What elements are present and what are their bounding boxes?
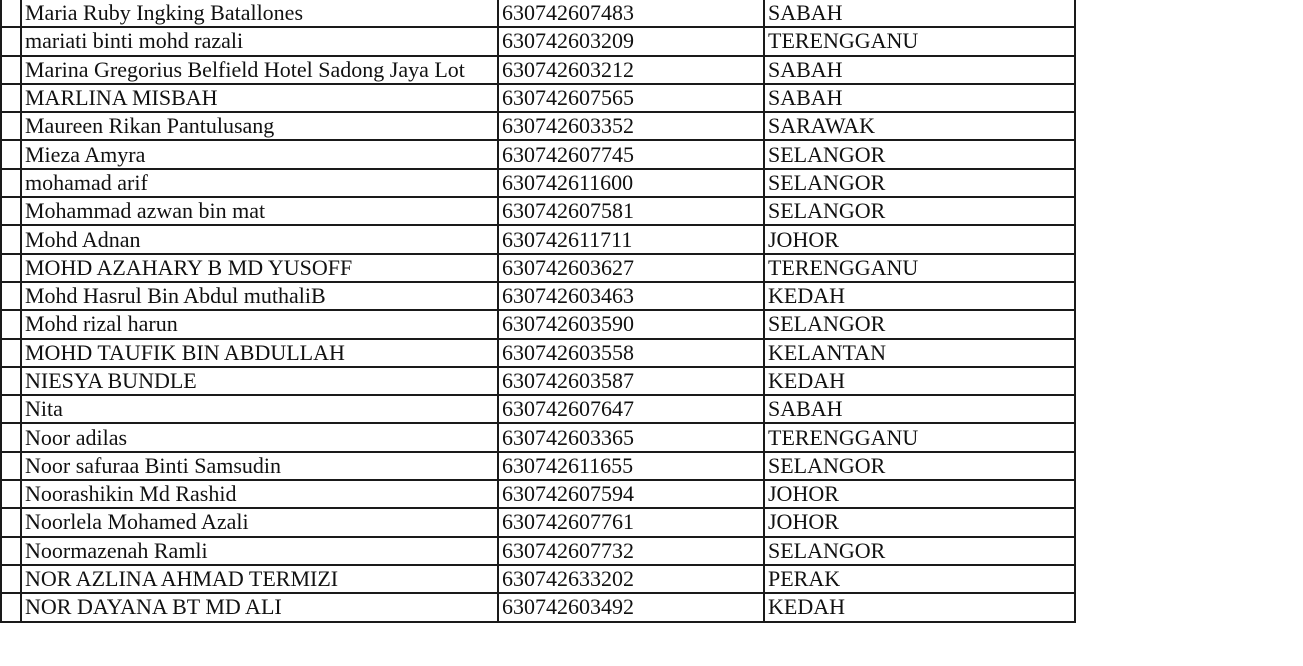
phone-cell: 630742611600 (498, 169, 764, 197)
state-cell: SABAH (764, 395, 1075, 423)
state-cell: SELANGOR (764, 169, 1075, 197)
name-cell: Marina Gregorius Belfield Hotel Sadong Jaya Lot (21, 56, 498, 84)
phone-cell: 630742611655 (498, 452, 764, 480)
phone-cell: 630742603365 (498, 423, 764, 451)
row-margin-cell (1, 395, 21, 423)
table-row (1, 197, 1075, 225)
row-margin-cell (1, 169, 21, 197)
row-margin-cell (1, 339, 21, 367)
phone-cell: 630742603209 (498, 27, 764, 55)
row-margin-cell (1, 367, 21, 395)
name-cell: Mohammad azwan bin mat (21, 197, 498, 225)
name-cell: Mieza Amyra (21, 140, 498, 168)
state-cell: KEDAH (764, 593, 1075, 621)
name-cell: mohamad arif (21, 169, 498, 197)
name-cell: Maria Ruby Ingking Batallones (21, 0, 498, 27)
phone-cell: 630742603212 (498, 56, 764, 84)
phone-cell: 630742607732 (498, 537, 764, 565)
row-margin-cell (1, 254, 21, 282)
state-cell: TERENGGANU (764, 254, 1075, 282)
table-row (1, 310, 1075, 338)
row-margin-cell (1, 508, 21, 536)
phone-cell: 630742607483 (498, 0, 764, 27)
name-cell: Nita (21, 395, 498, 423)
phone-cell: 630742607565 (498, 84, 764, 112)
row-margin-cell (1, 423, 21, 451)
name-cell: NOR AZLINA AHMAD TERMIZI (21, 565, 498, 593)
state-cell: SABAH (764, 0, 1075, 27)
row-margin-cell (1, 197, 21, 225)
phone-cell: 630742603590 (498, 310, 764, 338)
state-cell: SELANGOR (764, 310, 1075, 338)
row-margin-cell (1, 282, 21, 310)
phone-cell: 630742603492 (498, 593, 764, 621)
row-margin-cell (1, 310, 21, 338)
row-margin-cell (1, 480, 21, 508)
table-row (1, 593, 1075, 621)
row-margin-cell (1, 565, 21, 593)
phone-cell: 630742603352 (498, 112, 764, 140)
phone-cell: 630742607647 (498, 395, 764, 423)
table-row (1, 225, 1075, 253)
state-cell: SARAWAK (764, 112, 1075, 140)
name-cell: Mohd Adnan (21, 225, 498, 253)
table-row (1, 508, 1075, 536)
phone-cell: 630742603627 (498, 254, 764, 282)
name-cell: Noor safuraa Binti Samsudin (21, 452, 498, 480)
name-cell: mariati binti mohd razali (21, 27, 498, 55)
table-row (1, 140, 1075, 168)
state-cell: JOHOR (764, 508, 1075, 536)
phone-cell: 630742607581 (498, 197, 764, 225)
row-margin-cell (1, 84, 21, 112)
phone-cell: 630742611711 (498, 225, 764, 253)
state-cell: SABAH (764, 84, 1075, 112)
table-row (1, 480, 1075, 508)
phone-cell: 630742603558 (498, 339, 764, 367)
table-row (1, 0, 1075, 27)
phone-cell: 630742603463 (498, 282, 764, 310)
table-row (1, 452, 1075, 480)
state-cell: TERENGGANU (764, 27, 1075, 55)
table-row (1, 27, 1075, 55)
table-row (1, 367, 1075, 395)
name-cell: NIESYA BUNDLE (21, 367, 498, 395)
name-cell: Noorashikin Md Rashid (21, 480, 498, 508)
table-row (1, 282, 1075, 310)
name-cell: Mohd Hasrul Bin Abdul muthaliB (21, 282, 498, 310)
state-cell: KELANTAN (764, 339, 1075, 367)
table-row (1, 254, 1075, 282)
state-cell: SABAH (764, 56, 1075, 84)
state-cell: SELANGOR (764, 197, 1075, 225)
row-margin-cell (1, 27, 21, 55)
row-margin-cell (1, 225, 21, 253)
table-row (1, 84, 1075, 112)
table-row (1, 56, 1075, 84)
state-cell: PERAK (764, 565, 1075, 593)
phone-cell: 630742607761 (498, 508, 764, 536)
name-cell: NOR DAYANA BT MD ALI (21, 593, 498, 621)
name-cell: Mohd rizal harun (21, 310, 498, 338)
phone-cell: 630742607594 (498, 480, 764, 508)
table-body (1, 0, 1075, 622)
table-row (1, 169, 1075, 197)
table-row (1, 339, 1075, 367)
row-margin-cell (1, 0, 21, 27)
row-margin-cell (1, 56, 21, 84)
table-row (1, 565, 1075, 593)
name-cell: MOHD AZAHARY B MD YUSOFF (21, 254, 498, 282)
row-margin-cell (1, 593, 21, 621)
row-margin-cell (1, 112, 21, 140)
state-cell: JOHOR (764, 480, 1075, 508)
row-margin-cell (1, 537, 21, 565)
state-cell: SELANGOR (764, 537, 1075, 565)
phone-cell: 630742633202 (498, 565, 764, 593)
table-row (1, 537, 1075, 565)
phone-cell: 630742603587 (498, 367, 764, 395)
state-cell: TERENGGANU (764, 423, 1075, 451)
table-row (1, 395, 1075, 423)
row-margin-cell (1, 452, 21, 480)
name-cell: Noorlela Mohamed Azali (21, 508, 498, 536)
name-cell: MOHD TAUFIK BIN ABDULLAH (21, 339, 498, 367)
table-row (1, 423, 1075, 451)
name-cell: MARLINA MISBAH (21, 84, 498, 112)
name-cell: Noor adilas (21, 423, 498, 451)
state-cell: KEDAH (764, 282, 1075, 310)
state-cell: SELANGOR (764, 452, 1075, 480)
name-cell: Maureen Rikan Pantulusang (21, 112, 498, 140)
state-cell: SELANGOR (764, 140, 1075, 168)
state-cell: KEDAH (764, 367, 1075, 395)
row-margin-cell (1, 140, 21, 168)
state-cell: JOHOR (764, 225, 1075, 253)
name-cell: Noormazenah Ramli (21, 537, 498, 565)
phone-cell: 630742607745 (498, 140, 764, 168)
table-row (1, 112, 1075, 140)
